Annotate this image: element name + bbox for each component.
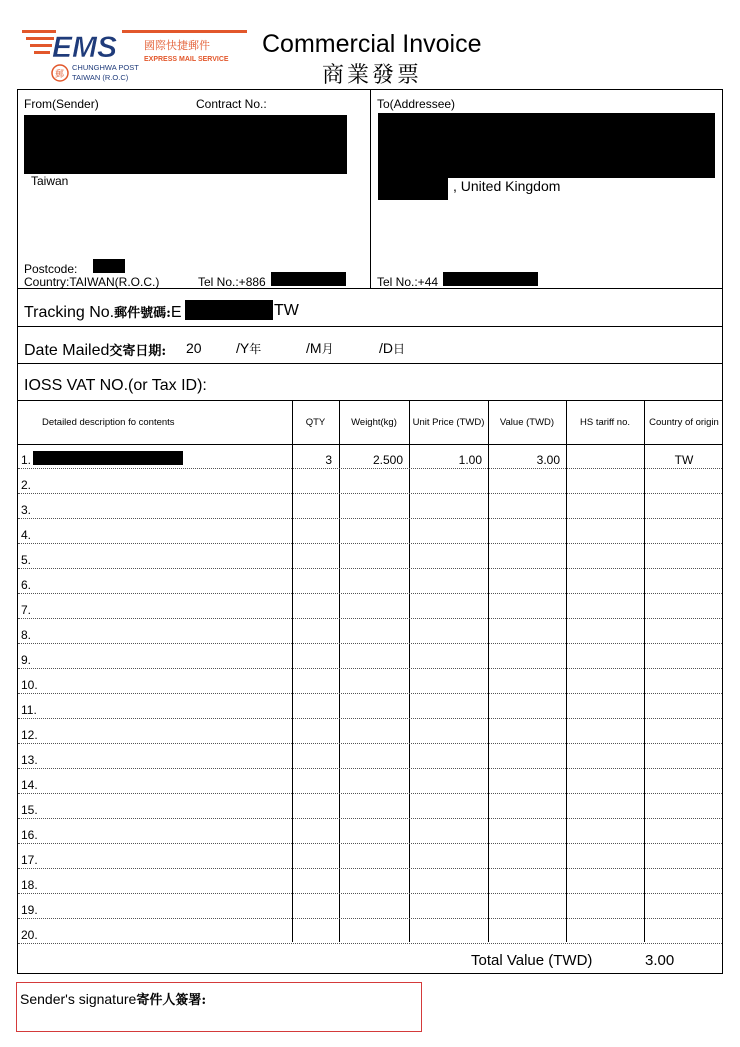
col-header-origin: Country of origin [649,417,719,428]
row-number: 17. [21,853,38,867]
date-year-label: /Y年 [236,340,262,356]
row-number: 1. [21,453,32,467]
date-month-label: /M月 [306,340,334,356]
ioss-label: IOSS VAT NO.(or Tax ID): [24,377,207,394]
divider [370,90,371,288]
tracking-suffix: TW [274,302,299,319]
col-header-weight: Weight(kg) [351,417,397,428]
postcode-label: Postcode: [24,262,78,276]
item-origin: TW [674,453,694,467]
row-number: 3. [21,503,32,517]
item-weight: 2.500 [372,453,403,467]
row-number: 15. [21,803,38,817]
row-number: 6. [21,578,32,592]
sender-label: From(Sender) [24,97,99,111]
col-header-unit-price: Unit Price (TWD) [412,417,485,428]
row-number: 14. [21,778,38,792]
addressee-tel-redacted [443,272,538,286]
document-title: Commercial Invoice [262,30,482,58]
row-number: 2. [21,478,32,492]
addressee-label: To(Addressee) [377,97,456,111]
contract-label: Contract No.: [196,97,267,111]
row-number: 11. [21,703,37,717]
addressee-tel-label: Tel No.:+44 [377,275,439,289]
svg-text:國際快捷郵件: 國際快捷郵件 [144,39,210,52]
addressee-address-redacted [378,113,715,178]
date-day-label: /D日 [379,340,406,356]
signature-box[interactable] [16,982,422,1032]
addressee-city-redacted [378,178,448,200]
svg-text:郵: 郵 [55,70,65,80]
row-number: 4. [21,528,32,542]
col-header-hs: HS tariff no. [580,417,630,428]
col-header-value: Value (TWD) [499,417,555,428]
signature-label: Sender's signature寄件人簽署: [20,991,207,1008]
item-value: 3.00 [536,453,560,467]
item-unit-price: 1.00 [458,453,482,467]
col-header-qty: QTY [305,417,326,428]
date-mailed-label: Date Mailed交寄日期: [24,342,167,359]
item-qty: 3 [325,453,332,467]
row-number: 5. [21,553,32,567]
sender-address-redacted [24,115,347,174]
row-number: 9. [21,653,32,667]
item-description-redacted [33,451,183,465]
date-year-prefix: 20 [186,340,202,356]
invoice-form [17,89,723,974]
sender-country-label: Country:TAIWAN(R.O.C.) [24,275,160,289]
sender-tel-redacted [271,272,346,286]
sender-tel-label: Tel No.:+886 [198,275,266,289]
svg-text:CHUNGHWA POST: CHUNGHWA POST [72,63,139,72]
row-number: 19. [21,903,38,917]
svg-text:TAIWAN (R.O.C): TAIWAN (R.O.C) [72,73,129,82]
total-label: Total Value (TWD) [471,952,593,969]
postcode-redacted [93,259,125,273]
row-number: 20. [21,928,38,942]
total-value: 3.00 [645,952,675,969]
row-number: 16. [21,828,38,842]
col-header-description: Detailed description fo contents [42,417,175,428]
sender-country-line: Taiwan [31,174,69,188]
ems-logo-graphic [22,27,252,87]
row-number: 18. [21,878,38,892]
row-number: 12. [21,728,38,742]
row-number: 7. [21,603,32,617]
tracking-redacted [185,300,273,320]
svg-text:EXPRESS MAIL SERVICE: EXPRESS MAIL SERVICE [144,56,229,63]
document-title-cn: 商業發票 [322,63,423,88]
addressee-country-line: , United Kingdom [453,178,561,194]
row-number: 8. [21,628,32,642]
row-number: 10. [21,678,38,692]
ems-logo [22,27,252,87]
tracking-field: Tracking No.郵件號碼:E [24,304,182,321]
row-number: 13. [21,753,38,767]
ems-logo-text: EMS [52,31,118,64]
